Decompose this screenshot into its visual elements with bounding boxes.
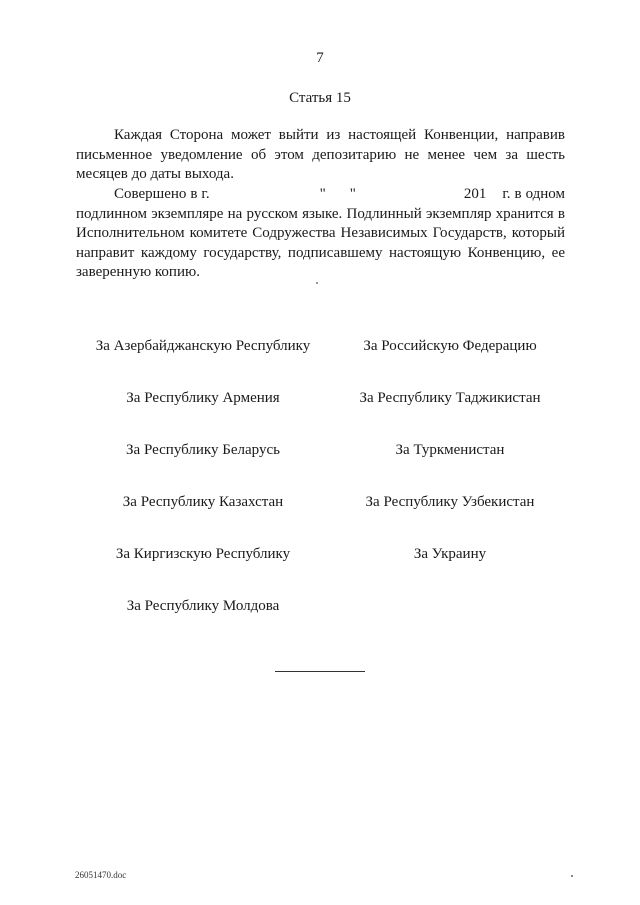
end-rule-divider	[275, 671, 365, 672]
signatory-azerbaijan: За Азербайджанскую Республику	[95, 338, 311, 354]
signatory-tajikistan: За Республику Таджикистан	[359, 390, 541, 406]
signatory-kyrgyzstan: За Киргизскую Республику	[115, 546, 291, 562]
footer-mark	[571, 875, 573, 877]
signatory-uzbekistan: За Республику Узбекистан	[365, 494, 535, 510]
paragraph-done-at	[76, 185, 565, 283]
stray-mark	[316, 282, 318, 284]
signatory-russia: За Российскую Федерацию	[363, 338, 537, 354]
signatories-right-column	[305, 338, 595, 598]
signatory-belarus: За Республику Беларусь	[126, 442, 280, 458]
signatory-moldova: За Республику Молдова	[126, 598, 280, 614]
footer-file-name: 26051470.doc	[75, 870, 127, 880]
signatory-kazakhstan: За Республику Казахстан	[122, 494, 284, 510]
signatory-armenia: За Республику Армения	[126, 390, 280, 406]
paragraph-withdrawal: Каждая Сторона может выйти из настоящей Конвенции, направив письменное уведомление об этом депозитарию не менее чем за шесть месяцев до даты выхода.	[76, 127, 565, 182]
quote-open: "	[319, 186, 326, 202]
signatory-turkmenistan: За Туркменистан	[395, 442, 505, 458]
quote-close: "	[349, 186, 356, 202]
year-prefix: 201	[463, 186, 487, 202]
article-title: Статья 15	[289, 90, 351, 106]
done-at-text: Совершено в г.	[114, 186, 210, 202]
page-number: 7	[316, 50, 324, 66]
done-at-rest: г. в одном подлинном экземпляре на русском языке. Подлинный экземпляр хранится в Исполнительном комитете Содружества Независимых Государств, который направит каждому государству, подписавшему настоящую Конвенцию, ее заверенную копию.	[76, 186, 566, 280]
signatory-ukraine: За Украину	[413, 546, 487, 562]
